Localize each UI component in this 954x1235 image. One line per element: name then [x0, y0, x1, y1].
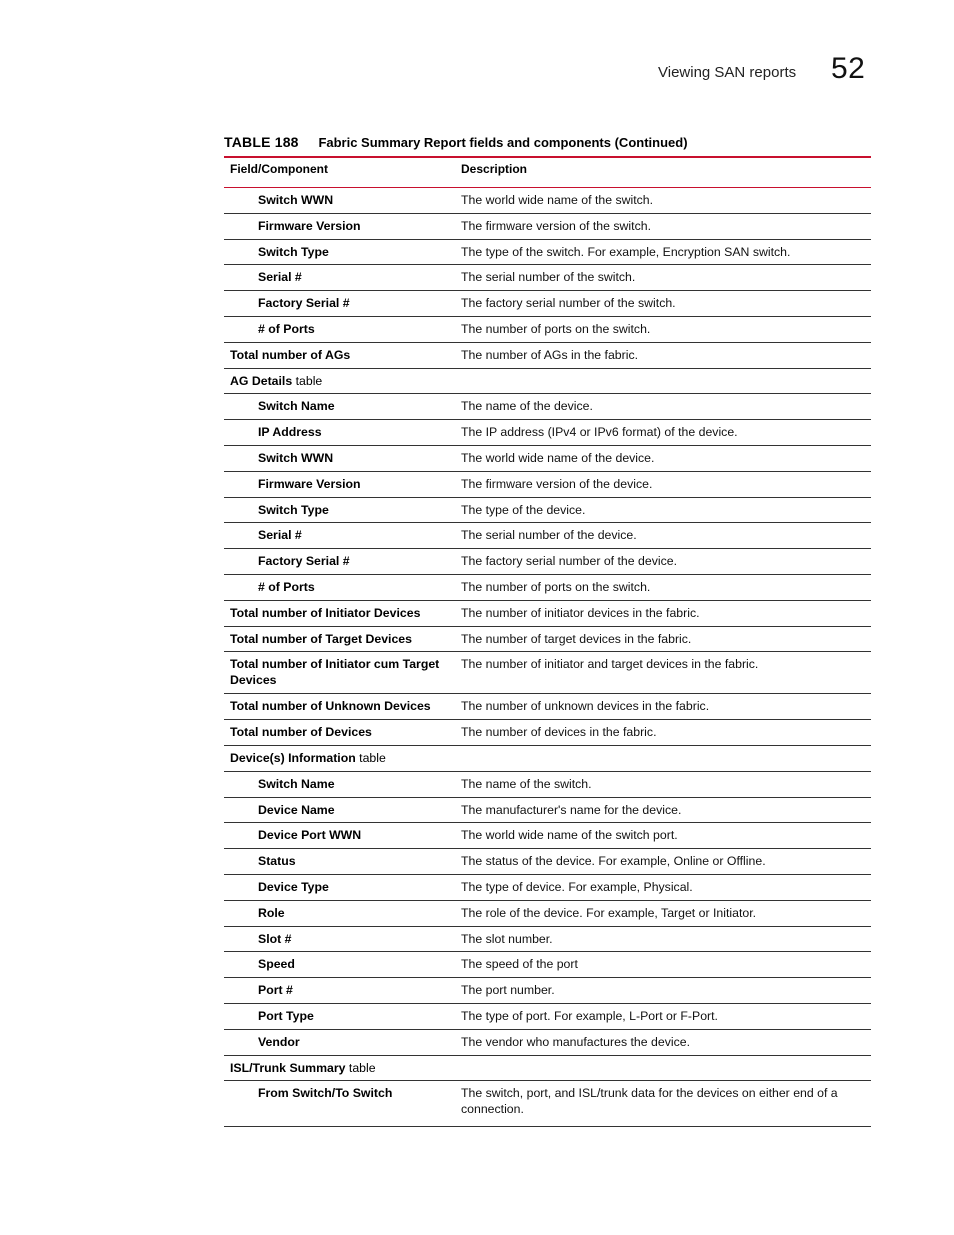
field-name: Serial # — [258, 528, 302, 543]
table-row — [224, 1030, 871, 1056]
field-name: ISL/Trunk Summary — [230, 1060, 346, 1075]
field-cell — [224, 1056, 455, 1081]
field-name: Firmware Version — [258, 218, 361, 233]
field-name: Device Type — [258, 879, 329, 894]
table-row — [224, 927, 871, 953]
table-label: TABLE 188 — [224, 134, 299, 150]
field-cell — [224, 291, 455, 316]
field-name: Vendor — [258, 1034, 300, 1049]
table-row — [224, 849, 871, 875]
table-row — [224, 652, 871, 694]
table-row — [224, 291, 871, 317]
description-cell: The status of the device. For example, Online or Offline. — [461, 854, 766, 869]
description-cell: The world wide name of the switch port. — [461, 828, 678, 843]
description-cell: The type of device. For example, Physical. — [461, 879, 693, 894]
table-row — [224, 746, 871, 772]
field-cell — [224, 265, 455, 290]
field-cell — [224, 627, 455, 652]
description-cell: The speed of the port — [461, 957, 578, 972]
table-row — [224, 952, 871, 978]
description-cell: The name of the device. — [461, 399, 593, 414]
field-cell — [224, 720, 455, 745]
chapter-number: 52 — [831, 52, 866, 85]
field-cell — [224, 927, 455, 952]
column-header-field: Field/Component — [230, 162, 328, 176]
field-cell — [224, 498, 455, 523]
field-name: From Switch/To Switch — [258, 1086, 393, 1101]
field-name: Device(s) Information — [230, 750, 356, 765]
table-row — [224, 394, 871, 420]
field-suffix: table — [345, 1060, 376, 1075]
table-row — [224, 823, 871, 849]
field-cell — [224, 523, 455, 548]
description-cell — [455, 1056, 871, 1081]
field-cell — [224, 394, 455, 419]
table-row — [224, 472, 871, 498]
description-cell: The firmware version of the switch. — [461, 218, 651, 233]
field-cell — [224, 317, 455, 342]
field-name: # of Ports — [258, 321, 315, 336]
description-cell: The slot number. — [461, 931, 553, 946]
table-row — [224, 214, 871, 240]
field-cell — [224, 472, 455, 497]
field-suffix: table — [355, 750, 386, 765]
running-header-section-title: Viewing SAN reports — [658, 64, 797, 81]
field-cell — [224, 798, 455, 823]
field-cell — [224, 901, 455, 926]
table-row — [224, 446, 871, 472]
fabric-summary-table — [224, 158, 871, 1127]
table-row — [224, 575, 871, 601]
field-name: Switch Name — [258, 776, 335, 791]
description-cell: The type of the device. — [461, 502, 586, 517]
field-name: Slot # — [258, 931, 292, 946]
description-cell: The number of unknown devices in the fabric. — [461, 699, 710, 714]
field-name: Total number of Target Devices — [230, 631, 412, 646]
table-row — [224, 369, 871, 395]
field-cell — [224, 849, 455, 874]
field-name: Factory Serial # — [258, 296, 350, 311]
table-row — [224, 549, 871, 575]
description-cell: The factory serial number of the device. — [461, 554, 677, 569]
field-name: Total number of Unknown Devices — [230, 699, 431, 714]
field-name: Switch WWN — [258, 193, 334, 207]
description-cell: The vendor who manufactures the device. — [461, 1034, 690, 1049]
table-row — [224, 523, 871, 549]
field-suffix: table — [292, 373, 323, 388]
table-title: Fabric Summary Report fields and components (Continued) — [318, 135, 688, 150]
field-cell — [224, 1030, 455, 1055]
field-name: Role — [258, 905, 285, 920]
field-name: # of Ports — [258, 579, 315, 594]
field-name: Port Type — [258, 1008, 314, 1023]
table-row — [224, 627, 871, 653]
field-name: IP Address — [258, 425, 322, 440]
field-cell — [224, 952, 455, 977]
table-row — [224, 978, 871, 1004]
description-cell: The name of the switch. — [461, 776, 592, 791]
description-cell: The factory serial number of the switch. — [461, 296, 676, 311]
table-row — [224, 317, 871, 343]
description-cell: The IP address (IPv4 or IPv6 format) of the device. — [461, 425, 738, 440]
table-row — [224, 1004, 871, 1030]
description-cell: The world wide name of the switch. — [461, 193, 654, 207]
table-row — [224, 188, 871, 214]
field-cell — [224, 575, 455, 600]
description-cell: The number of target devices in the fabric. — [461, 631, 692, 646]
field-cell — [224, 214, 455, 239]
description-cell — [455, 369, 871, 394]
field-name: Port # — [258, 983, 293, 998]
description-cell: The type of port. For example, L-Port or F-Port. — [461, 1008, 718, 1023]
field-cell — [224, 978, 455, 1003]
table-row — [224, 343, 871, 369]
description-cell: The firmware version of the device. — [461, 476, 653, 491]
field-cell — [224, 694, 455, 719]
description-cell: The world wide name of the device. — [461, 450, 655, 465]
description-cell: The number of ports on the switch. — [461, 579, 651, 594]
description-cell — [455, 746, 871, 771]
field-name: Total number of AGs — [230, 347, 351, 362]
description-cell: The number of devices in the fabric. — [461, 725, 657, 740]
field-cell — [224, 549, 455, 574]
description-cell: The type of the switch. For example, Encryption SAN switch. — [461, 244, 791, 259]
description-cell: The port number. — [461, 983, 555, 998]
description-cell: The manufacturer's name for the device. — [461, 802, 682, 817]
description-cell: The serial number of the switch. — [461, 270, 636, 285]
table-row — [224, 265, 871, 291]
description-cell: The role of the device. For example, Target or Initiator. — [461, 905, 757, 920]
field-cell — [224, 343, 455, 368]
field-name: Speed — [258, 957, 295, 972]
table-row — [224, 240, 871, 266]
column-header-description: Description — [461, 162, 528, 176]
field-name: Device Name — [258, 802, 335, 817]
field-cell — [224, 772, 455, 797]
field-cell — [224, 1004, 455, 1029]
table-header-row — [224, 158, 871, 188]
field-name: Serial # — [258, 270, 302, 285]
table-row — [224, 875, 871, 901]
field-name: Factory Serial # — [258, 554, 350, 569]
field-name: Status — [258, 854, 296, 869]
description-cell: The number of initiator devices in the fabric. — [461, 605, 700, 620]
table-body — [224, 188, 871, 1127]
table-row — [224, 798, 871, 824]
field-cell — [224, 369, 455, 394]
field-cell — [224, 188, 455, 213]
table-row — [224, 601, 871, 627]
table-row — [224, 720, 871, 746]
field-name: AG Details — [230, 373, 293, 388]
table-row — [224, 772, 871, 798]
description-cell: The serial number of the device. — [461, 528, 637, 543]
table-caption — [224, 134, 871, 150]
table-row — [224, 498, 871, 524]
description-cell: The number of ports on the switch. — [461, 321, 651, 336]
field-name: Firmware Version — [258, 476, 361, 491]
description-cell: The number of AGs in the fabric. — [461, 347, 639, 362]
field-name: Device Port WWN — [258, 828, 362, 843]
field-name: Total number of Initiator cum Target Devices — [230, 657, 440, 688]
field-cell — [224, 652, 455, 693]
table-row — [224, 1056, 871, 1082]
field-cell — [224, 601, 455, 626]
field-name: Total number of Initiator Devices — [230, 605, 421, 620]
table-row — [224, 694, 871, 720]
field-name: Switch Type — [258, 502, 329, 517]
field-cell — [224, 746, 455, 771]
description-cell: The number of initiator and target devices in the fabric. — [461, 657, 759, 672]
field-name: Switch WWN — [258, 450, 334, 465]
field-name: Switch Type — [258, 244, 329, 259]
table-row — [224, 901, 871, 927]
field-name: Switch Name — [258, 399, 335, 414]
description-cell: The switch, port, and ISL/trunk data for the devices on either end of a connection. — [461, 1086, 838, 1117]
table-row — [224, 1081, 871, 1127]
field-name: Total number of Devices — [230, 725, 372, 740]
field-cell — [224, 823, 455, 848]
field-cell — [224, 240, 455, 265]
field-cell — [224, 1081, 455, 1126]
field-cell — [224, 446, 455, 471]
field-cell — [224, 420, 455, 445]
table-row — [224, 420, 871, 446]
field-cell — [224, 875, 455, 900]
